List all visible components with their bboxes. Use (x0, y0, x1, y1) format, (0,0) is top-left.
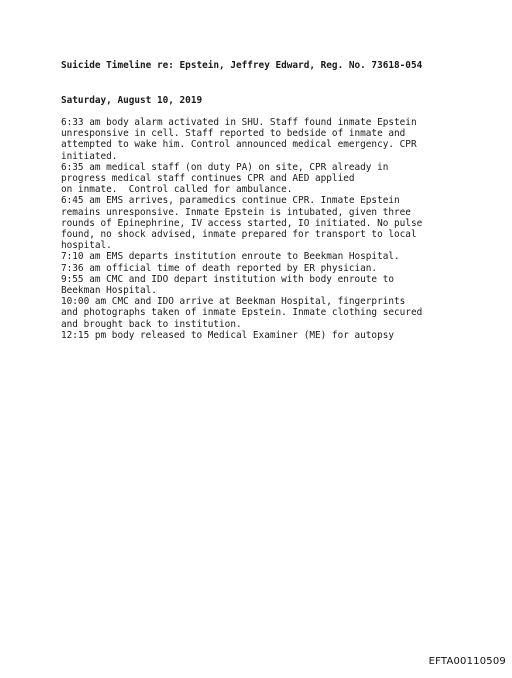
timeline-line: Beekman Hospital. (61, 285, 157, 297)
timeline-line: 12:15 pm body released to Medical Examiner (ME) for autopsy (61, 329, 395, 341)
timeline-line: and photographs taken of inmate Epstein. Inmate clothing secured (61, 307, 423, 319)
document-id: EFTA00110509 (428, 656, 506, 667)
document-title: Suicide Timeline re: Epstein, Jeffrey Edward, Reg. No. 73618-054 (61, 60, 423, 71)
timeline-line: unresponsive in cell. Staff reported to bedside of inmate and (61, 128, 406, 140)
timeline-line: remains unresponsive. Inmate Epstein is intubated, given three (61, 206, 411, 218)
timeline-line: and brought back to institution. (61, 318, 242, 330)
timeline-line: 6:45 am EMS arrives, paramedics continue CPR. Inmate Epstein (61, 195, 400, 207)
timeline-body (61, 117, 422, 341)
timeline-line: 7:10 am EMS departs institution enroute to Beekman Hospital. (61, 251, 400, 263)
timeline-line: progress medical staff continues CPR and AED applied (61, 173, 355, 185)
timeline-line: found, no shock advised, inmate prepared for transport to local (61, 229, 417, 241)
timeline-line: on inmate. Control called for ambulance. (61, 184, 293, 196)
timeline-line: 9:55 am CMC and IDO depart institution with body enroute to (61, 273, 395, 285)
date-heading: Saturday, August 10, 2019 (61, 95, 203, 106)
timeline-line: rounds of Epinephrine, IV access started, IO initiated. No pulse (61, 217, 423, 229)
timeline-line: 10:00 am CMC and IDO arrive at Beekman Hospital, fingerprints (61, 296, 406, 308)
timeline-line: 7:36 am official time of death reported by ER physician. (61, 262, 378, 274)
timeline-line: attempted to wake him. Control announced medical emergency. CPR (61, 139, 417, 151)
timeline-line: 6:35 am medical staff (on duty PA) on site, CPR already in (61, 161, 389, 173)
timeline-line: 6:33 am body alarm activated in SHU. Staff found inmate Epstein (61, 117, 417, 128)
timeline-line: initiated. (61, 150, 118, 162)
timeline-line: hospital. (61, 240, 112, 252)
